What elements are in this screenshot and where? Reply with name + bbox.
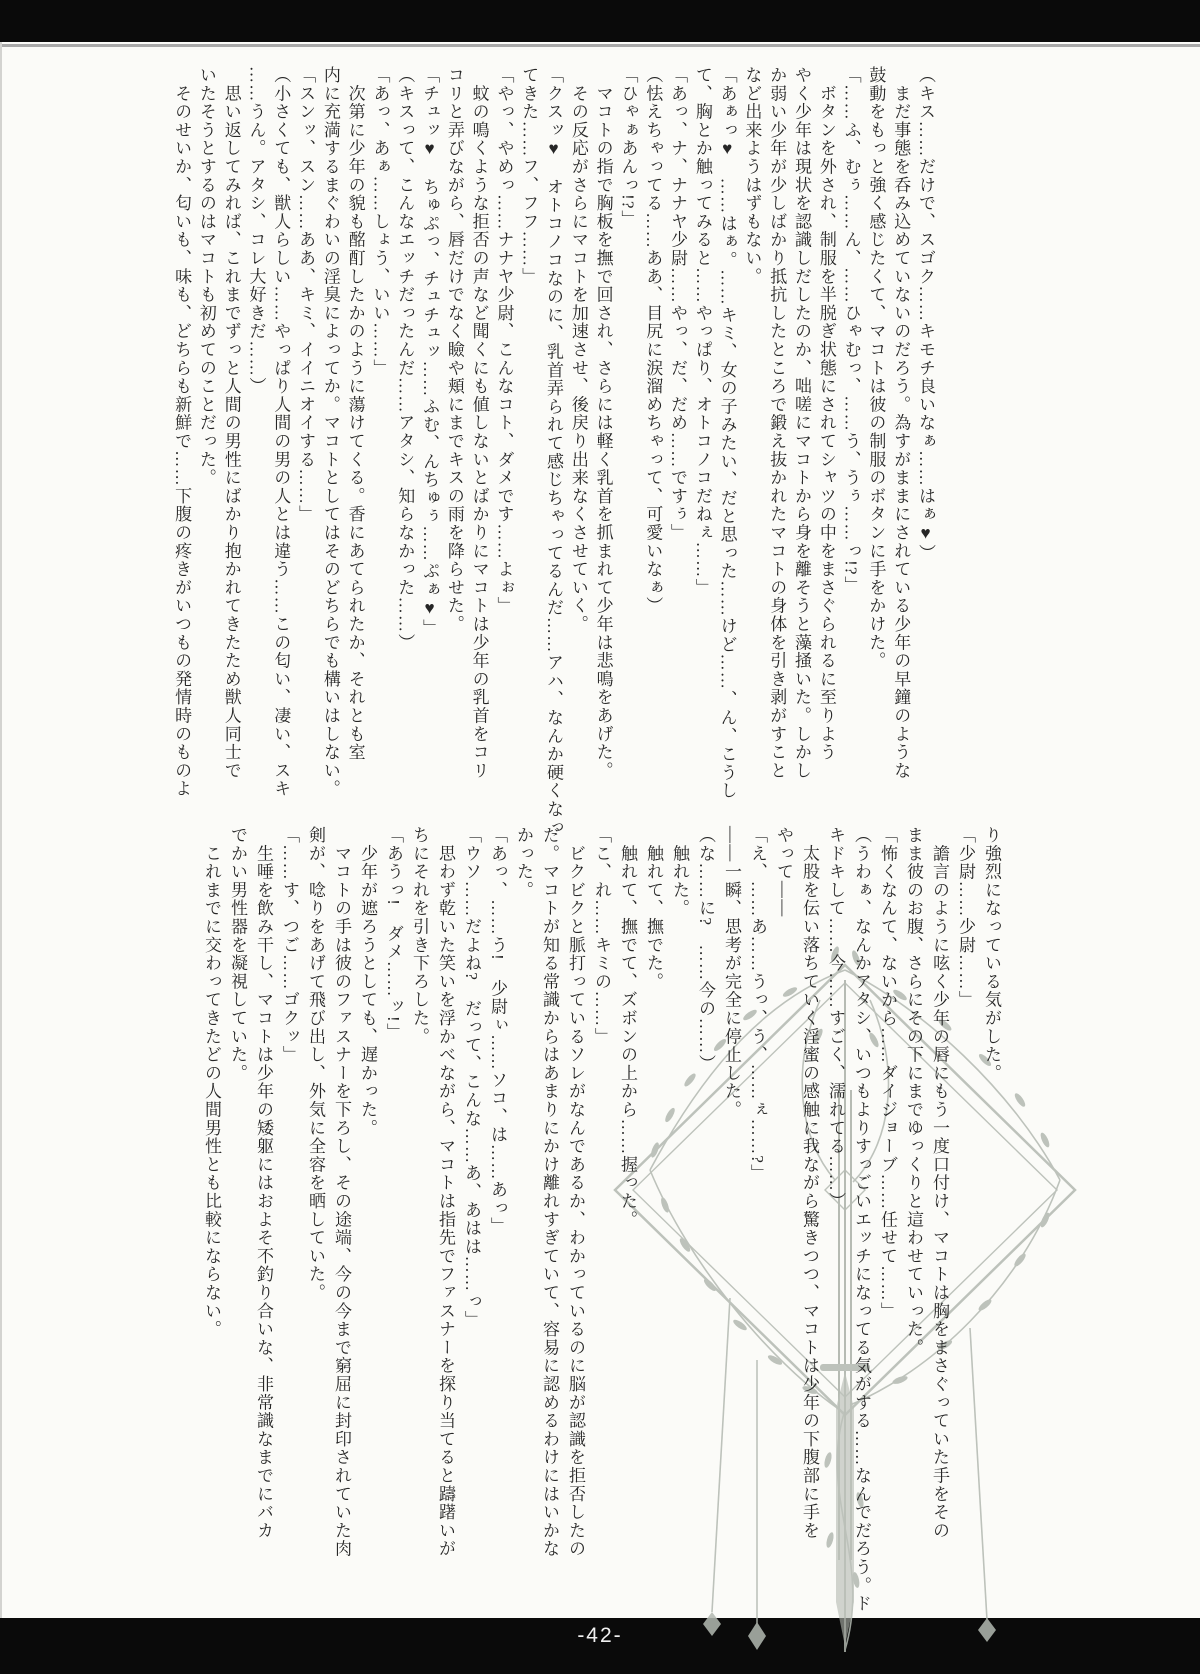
text-column: （小さくても、獣人らしい……やっぱり人間の男の人とは違う……この匂い、凄い、スキ xyxy=(271,66,291,798)
text-column: （キスって、こんなエッチだったんだ……アタシ、知らなかった……） xyxy=(395,66,415,652)
scan-top-border-shadow xyxy=(0,44,1200,47)
text-column: コリと弄びながら、唇だけでなく瞼や頬にまでキスの雨を降らせた。 xyxy=(444,66,464,634)
text-column: ……うん。アタシ、コレ大好きだ……） xyxy=(246,66,266,396)
bottom-text-block xyxy=(198,826,1004,1613)
text-column: 「……ふ、むぅ……ん、……ひゃむっ、……う、うぅ……っ!?」 xyxy=(841,66,861,595)
text-column: 「チュッ♥ ちゅぷっ、チュチュッ……ふむ、んちゅぅ……ぷぁ♥」 xyxy=(420,66,440,638)
text-column: 「あっ、あぁ……しょう、いい……」 xyxy=(370,66,390,378)
text-column: 剣が、唸りをあげて飛び出し、外気に全容を晒していた。 xyxy=(306,826,325,1302)
top-text-block xyxy=(168,66,937,837)
text-column: て、胸とか触ってみると……やっぱり、オトコノコだねぇ……」 xyxy=(692,66,712,597)
text-column: いたそうとするのはマコトも初めてのことだった。 xyxy=(196,66,216,487)
text-column: 「え、……あ……うっ、う、……ぇ……?」 xyxy=(748,826,767,1183)
text-column: やく少年は現状を認識しだしたのか、咄嗟にマコトから身を離そうと藻掻いた。しかし xyxy=(792,66,812,780)
scan-top-border xyxy=(0,0,1200,42)
text-column: 触れて、撫でて、ズボンの上から……握った。 xyxy=(618,826,637,1229)
text-column: （怯えちゃってる……ああ、目尻に涙溜めちゃって、可愛いなぁ） xyxy=(643,66,663,615)
text-column: 「あうっ! ダメ……ッ!」 xyxy=(384,826,403,1042)
text-column: てきた……フ、フフ……」 xyxy=(519,66,539,286)
text-column: （な……に? ……今の……） xyxy=(696,826,715,1073)
text-column: キドキして……今……すごく、濡れてる……） xyxy=(826,826,845,1211)
page-number: -42- xyxy=(577,1624,623,1647)
text-column: 思わず乾いた笑いを浮かべながら、マコトは指先でファスナーを探り当てると躊躇いが xyxy=(436,826,455,1558)
text-column: 少年が遮ろうとしても、遅かった。 xyxy=(358,826,377,1138)
text-column: ビクビクと脈打っているソレがなんであるか、わかっているのに脳が認識を拒否したの xyxy=(566,826,585,1558)
text-column: でかい男性器を凝視していた。 xyxy=(228,826,247,1083)
text-column: 「クスッ♥ オトコノコなのに、乳首弄られて感じちゃってるんだ……アハ、なんか硬くなっ xyxy=(544,66,564,837)
text-column: （うわぁ、なんかアタシ、いつもよりすっごいエッチになってる気がする……なんでだろう。ド xyxy=(852,826,871,1613)
text-column: その反応がさらにマコトを加速させ、後戻り出来なくさせていく。 xyxy=(568,66,588,634)
text-column: 「……す、つご……ゴクッ」 xyxy=(280,826,299,1064)
text-column: 「あっ、……う! 少尉ぃ……ソコ、は……あっ」 xyxy=(488,826,507,1236)
text-column: 「あっ、ナ、ナナヤ少尉……やっ、だ、だめ……ですぅ」 xyxy=(668,66,688,542)
text-column: まま彼のお腹、さらにその下にまでゆっくりと這わせていった。 xyxy=(904,826,923,1357)
text-column: マコトの指で胸板を撫で回され、さらには軽く乳首を抓まれて少年は悲鳴をあげた。 xyxy=(593,66,613,780)
text-column: ボタンを外され、制服を半脱ぎ状態にされてシャツの中をまさぐられるに至りよう xyxy=(816,66,836,762)
text-column: 「スンッ、スン……ああ、キミ、イイニオイする……」 xyxy=(296,66,316,524)
text-column: 「あぁっ♥ ……はぁ。……キミ、女の子みたい、だと思った……けど……、ん、こうし xyxy=(717,66,737,800)
text-column: 「少尉……少尉……」 xyxy=(956,826,975,1009)
text-column: など出来ようはずもない。 xyxy=(742,66,762,286)
text-column: 「ひゃぁあんっ!?」 xyxy=(618,66,638,229)
text-column: 内に充満するまぐわいの淫臭によってか。マコトとしてはそのどちらでも構いはしない。 xyxy=(320,66,340,798)
text-column: まだ事態を呑み込めていないのだろう。為すがままにされている少年の早鐘のような xyxy=(891,66,911,780)
text-column: か弱い少年が少しばかり抵抗したところで鍛え抜かれたマコトの身体を引き剥がすこと xyxy=(767,66,787,780)
scan-left-edge xyxy=(0,42,2,1618)
text-column: 次第に少年の貌も酩酊したかのように蕩けてくる。香にあてられたか、それとも室 xyxy=(345,66,365,762)
text-column: り強烈になっている気がした。 xyxy=(982,826,1001,1083)
text-column: 譫言のように呟く少年の唇にもう一度口付け、マコトは胸をまさぐっていた手をその xyxy=(930,826,949,1540)
text-column: 生唾を飲み干し、マコトは少年の矮躯にはおよそ不釣り合いな、非常識なまでにバカ xyxy=(254,826,273,1540)
text-column: マコトの手は彼のファスナーを下ろし、その途端、今の今まで窮屈に封印されていた肉 xyxy=(332,826,351,1558)
text-column: （キス……だけで、スゴク……キモチ良いなぁ……はぁ♥） xyxy=(916,66,935,563)
text-column: 蚊の鳴くような拒否の声など聞くにも値しないとばかりにマコトは少年の乳首をコリ xyxy=(469,66,489,780)
text-column: だ。マコトが知る常識からはあまりにかけ離れすぎていて、容易に認めるわけにはいかな xyxy=(540,826,559,1558)
text-column: 鼓動をもっと強く感じたくて、マコトは彼の制服のボタンに手をかけた。 xyxy=(866,66,886,670)
text-column: 思い返してみれば、これまでずっと人間の男性にばかり抱かれてきたため獣人同士で xyxy=(221,66,241,780)
text-column: 触れた。 xyxy=(670,826,689,918)
text-column: 「こ、れ……キミの……」 xyxy=(592,826,611,1046)
text-column: 「怖くなんて、ないから……ダイジョーブ……任せて……」 xyxy=(878,826,897,1321)
text-column: そのせいか、匂いも、味も、どちらも新鮮で……下腹の疼きがいつもの発情時のものよ xyxy=(172,66,192,798)
text-column: 太股を伝い落ちていく淫蜜の感触に我ながら驚きつつ、マコトは少年の下腹部に手を xyxy=(800,826,819,1540)
text-column: かった。 xyxy=(514,826,533,900)
text-column: 「やっ、やめっ……ナナヤ少尉、こんなコト、ダメです……よぉ」 xyxy=(494,66,514,615)
text-column: これまでに交わってきたどの人間男性とも比較にならない。 xyxy=(202,826,221,1339)
text-column: やって―― xyxy=(774,826,793,918)
text-column: ちにそれを引き下ろした。 xyxy=(410,826,429,1046)
text-column: ――一瞬、思考が完全に停止した。 xyxy=(722,826,741,1119)
text-column: 触れて、撫でた。 xyxy=(644,826,663,991)
text-column: 「ウソ……だよね? だって、こんな……あ、あはは……っ」 xyxy=(462,826,481,1329)
